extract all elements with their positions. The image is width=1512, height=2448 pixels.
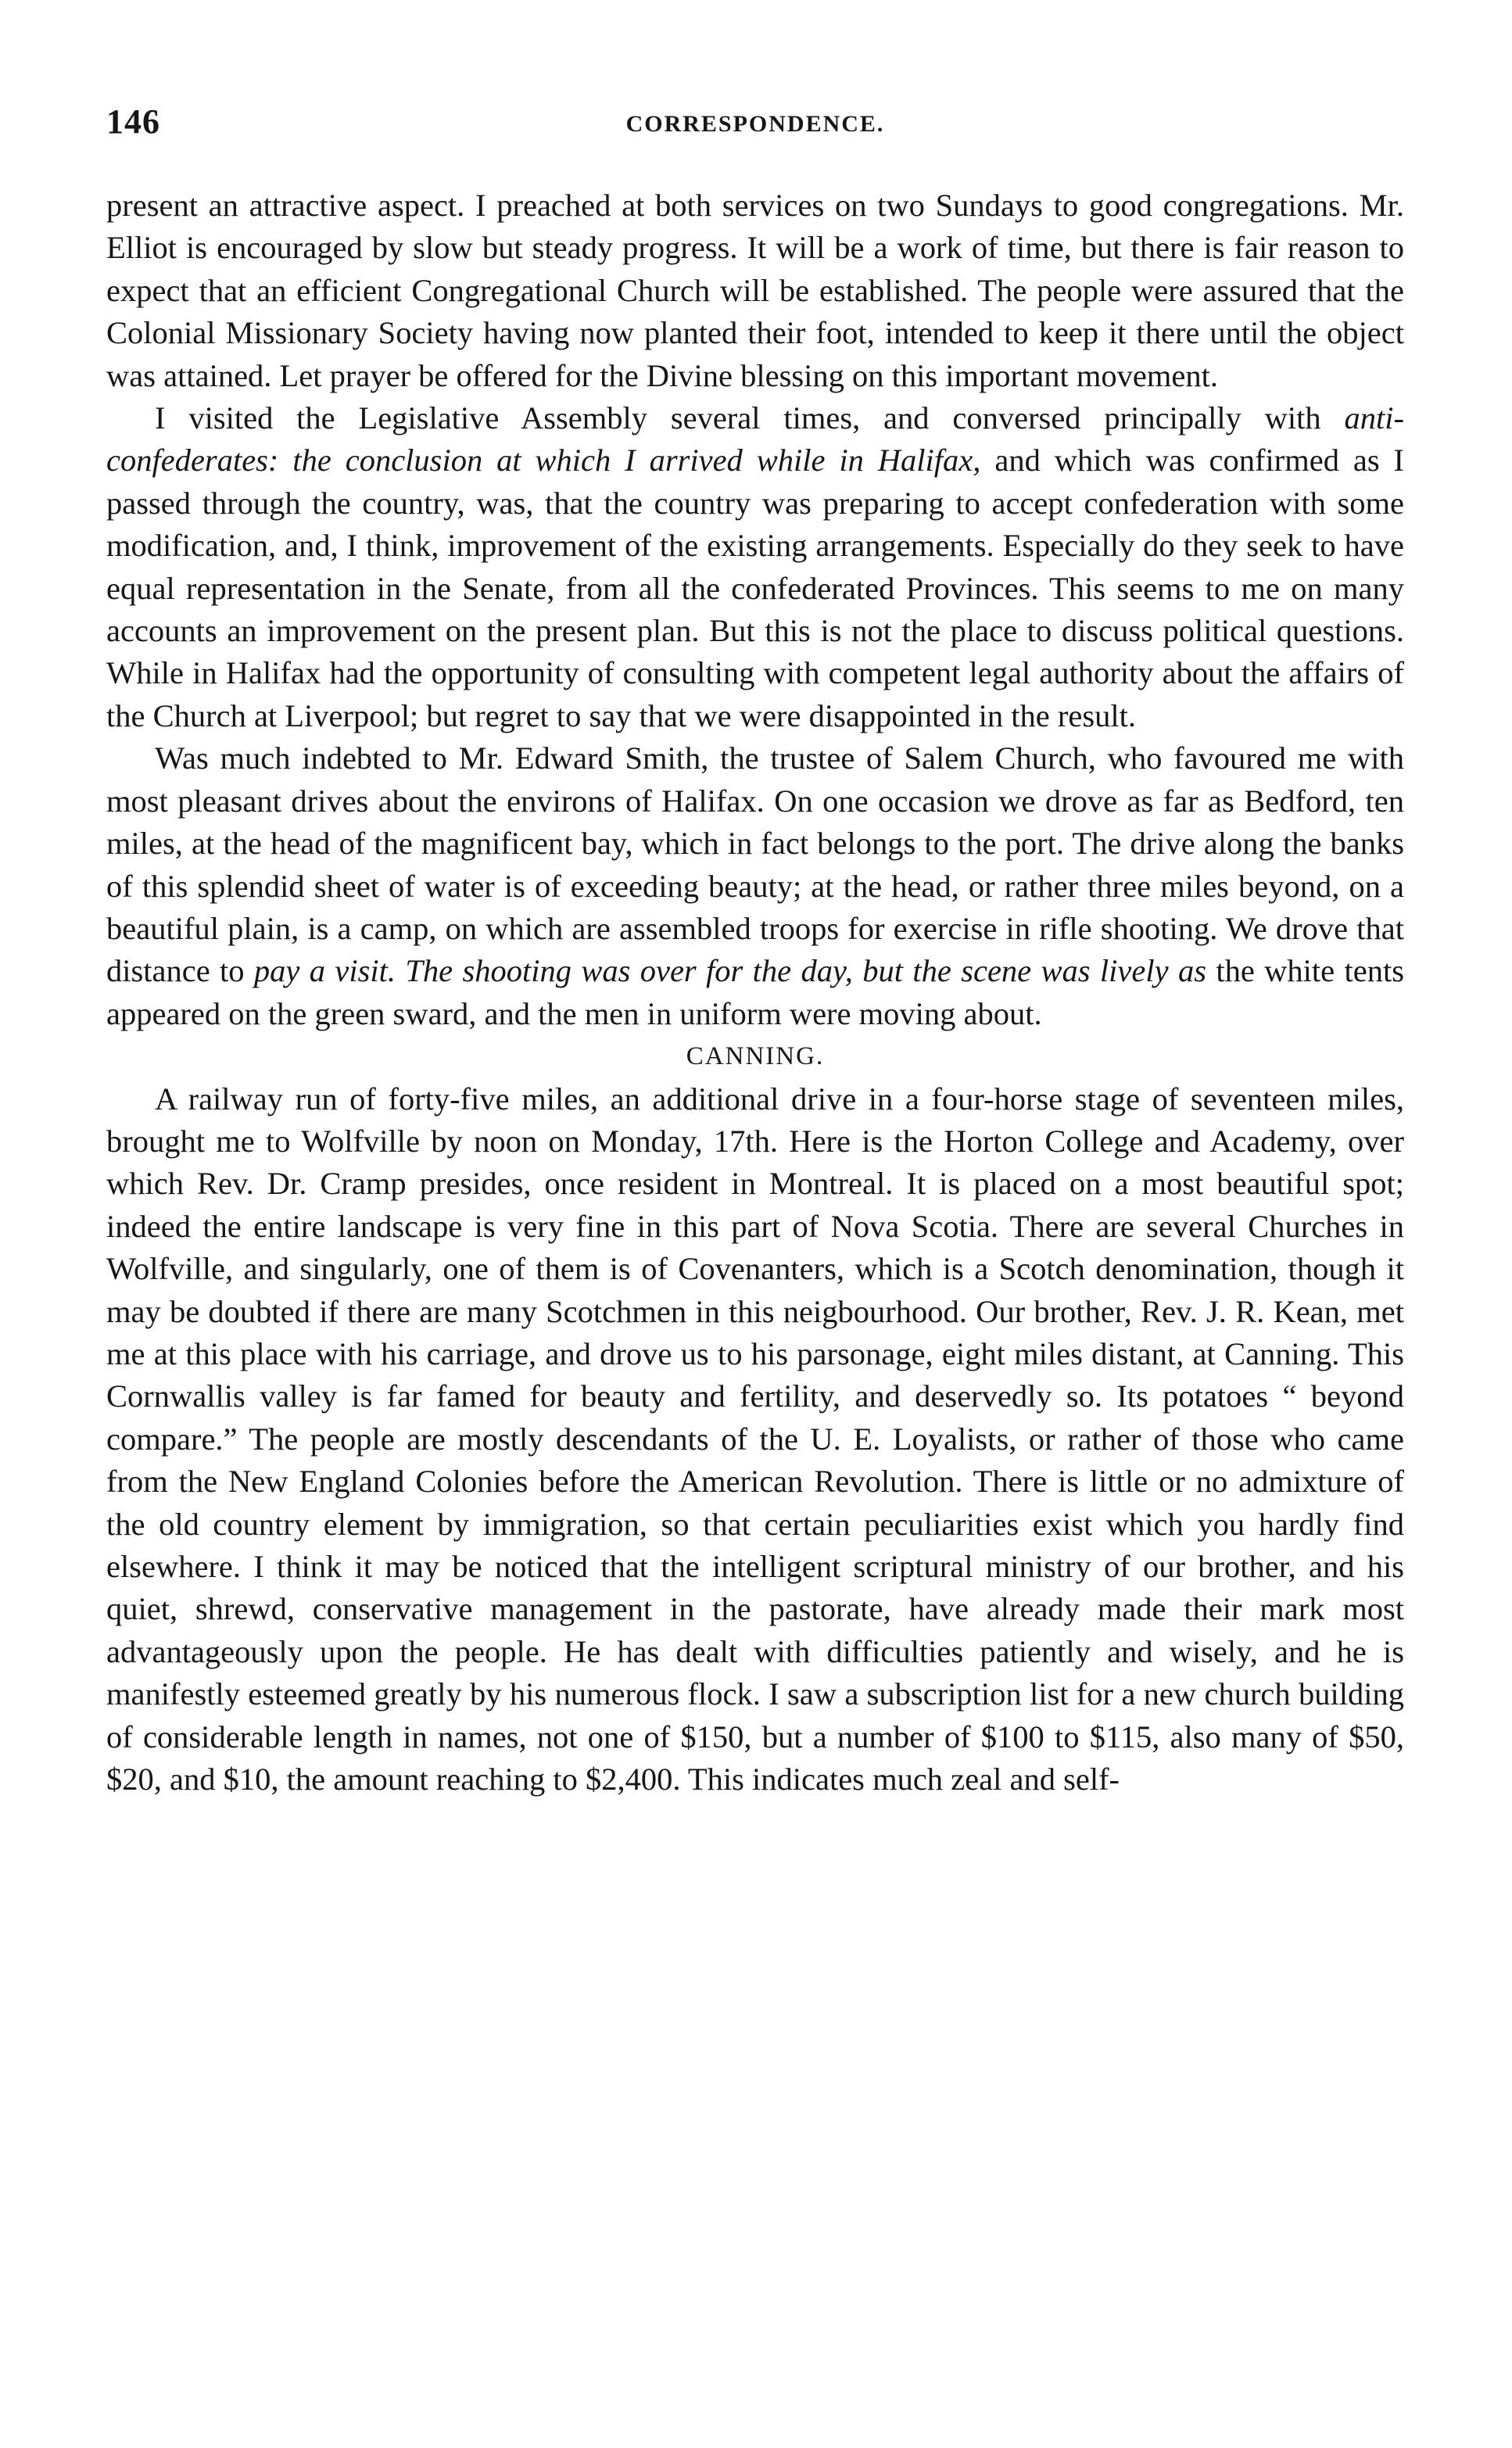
italic-text: anti-confederates: the conclusion at which I arrived while in Halifax, [106,400,1404,478]
paragraph-canning: A railway run of forty-five miles, an additional drive in a four-horse stage of seventeen miles, brought me to Wolfville by noon on Monday, 17th. Here is the Horton College and Academy, over which Rev. Dr. Cramp presides, once resident in Montreal. It is placed on a most beautiful spot; indeed the entire landscape is very fine in this part of Nova Scotia. There are several Churches in Wolfville, and singularly, one of them is of Covenanters, which is a Scotch denomination, though it may be doubted if there are many Scotchmen in this neigbourhood. Our brother, Rev. J. R. Kean, met me at this place with his carriage, and drove us to his parsonage, eight miles distant, at Canning. This Cornwallis valley is far famed for beauty and fertility, and deservedly so. Its potatoes “ beyond compare.” The people are mostly descendants of the U. E. Loyalists, or rather of those who came from the New England Colonies before the American Revolution. There is little or no admixture of the old country element by immigration, so that certain peculiarities exist which you hardly find elsewhere. I think it may be noticed that the intelligent scriptural ministry of our brother, and his quiet, shrewd, conservative management in the pastorate, have already made their mark most advantageously upon the people. He has dealt with difficulties patiently and wisely, and he is manifestly esteemed greatly by his numerous flock. I saw a subscription list for a new church building of considerable length in names, not one of $150, but a number of $100 to $115, also many of $50, $20, and $10, the amount reaching to $2,400. This indicates much zeal and self- [106,1081,1404,1797]
paragraph-legislative-assembly [106,397,1404,737]
document-page [106,102,1404,1801]
running-title: CORRESPONDENCE. [625,111,885,137]
page-number: 146 [106,102,160,141]
paragraph-text: Was much indebted to Mr. Edward Smith, the trustee of Salem Church, who favoured me with most pleasant drives about the environs of Halifax. On one occasion we drove as far as Bedford, ten miles, at the head of the magnificent bay, which in fact belongs to the port. The drive along the banks of this splendid sheet of water is of exceeding beauty; at the head, or rather three miles beyond, on a beautiful plain, is a camp, on which are assembled troops for exercise in rifle shooting. We drove that distance to [106,740,1404,989]
italic-text: pay a visit. The shooting was over for the day, but the scene was lively as [253,953,1206,989]
paragraph-text: the white tents appeared on the green sward, and the men in uniform were moving about. [106,953,1404,1031]
running-head [106,102,1404,149]
section-heading-canning: CANNING. [686,1042,825,1071]
paragraph-text: and which was confirmed as I passed through the country, was, that the country was preparing to accept confederation with some modification, and, I think, improvement of the existing arrangements. Especially do they seek to have equal representation in the Senate, from all the confederated Provinces. This seems to me on many accounts an improvement on the present plan. But this is not the place to discuss political questions. While in Halifax had the opportunity of consulting with competent legal authority about the affairs of the Church at Liverpool; but regret to say that we were disappointed in the result. [106,443,1405,733]
paragraph-edward-smith [106,737,1404,1035]
body-text [106,185,1404,1801]
paragraph-text: I visited the Legislative Assembly several times, and conversed principally with [155,400,1345,436]
paragraph-continued: present an attractive aspect. I preached at both services on two Sundays to good congregations. Mr. Elliot is encouraged by slow but steady progress. It will be a work of time, but there is fair reason to expect that an efficient Congregational Church will be established. The people were assured that the Colonial Missionary Society having now planted their foot, intended to keep it there until the object was attained. Let prayer be offered for the Divine blessing on this important movement. [106,188,1404,393]
